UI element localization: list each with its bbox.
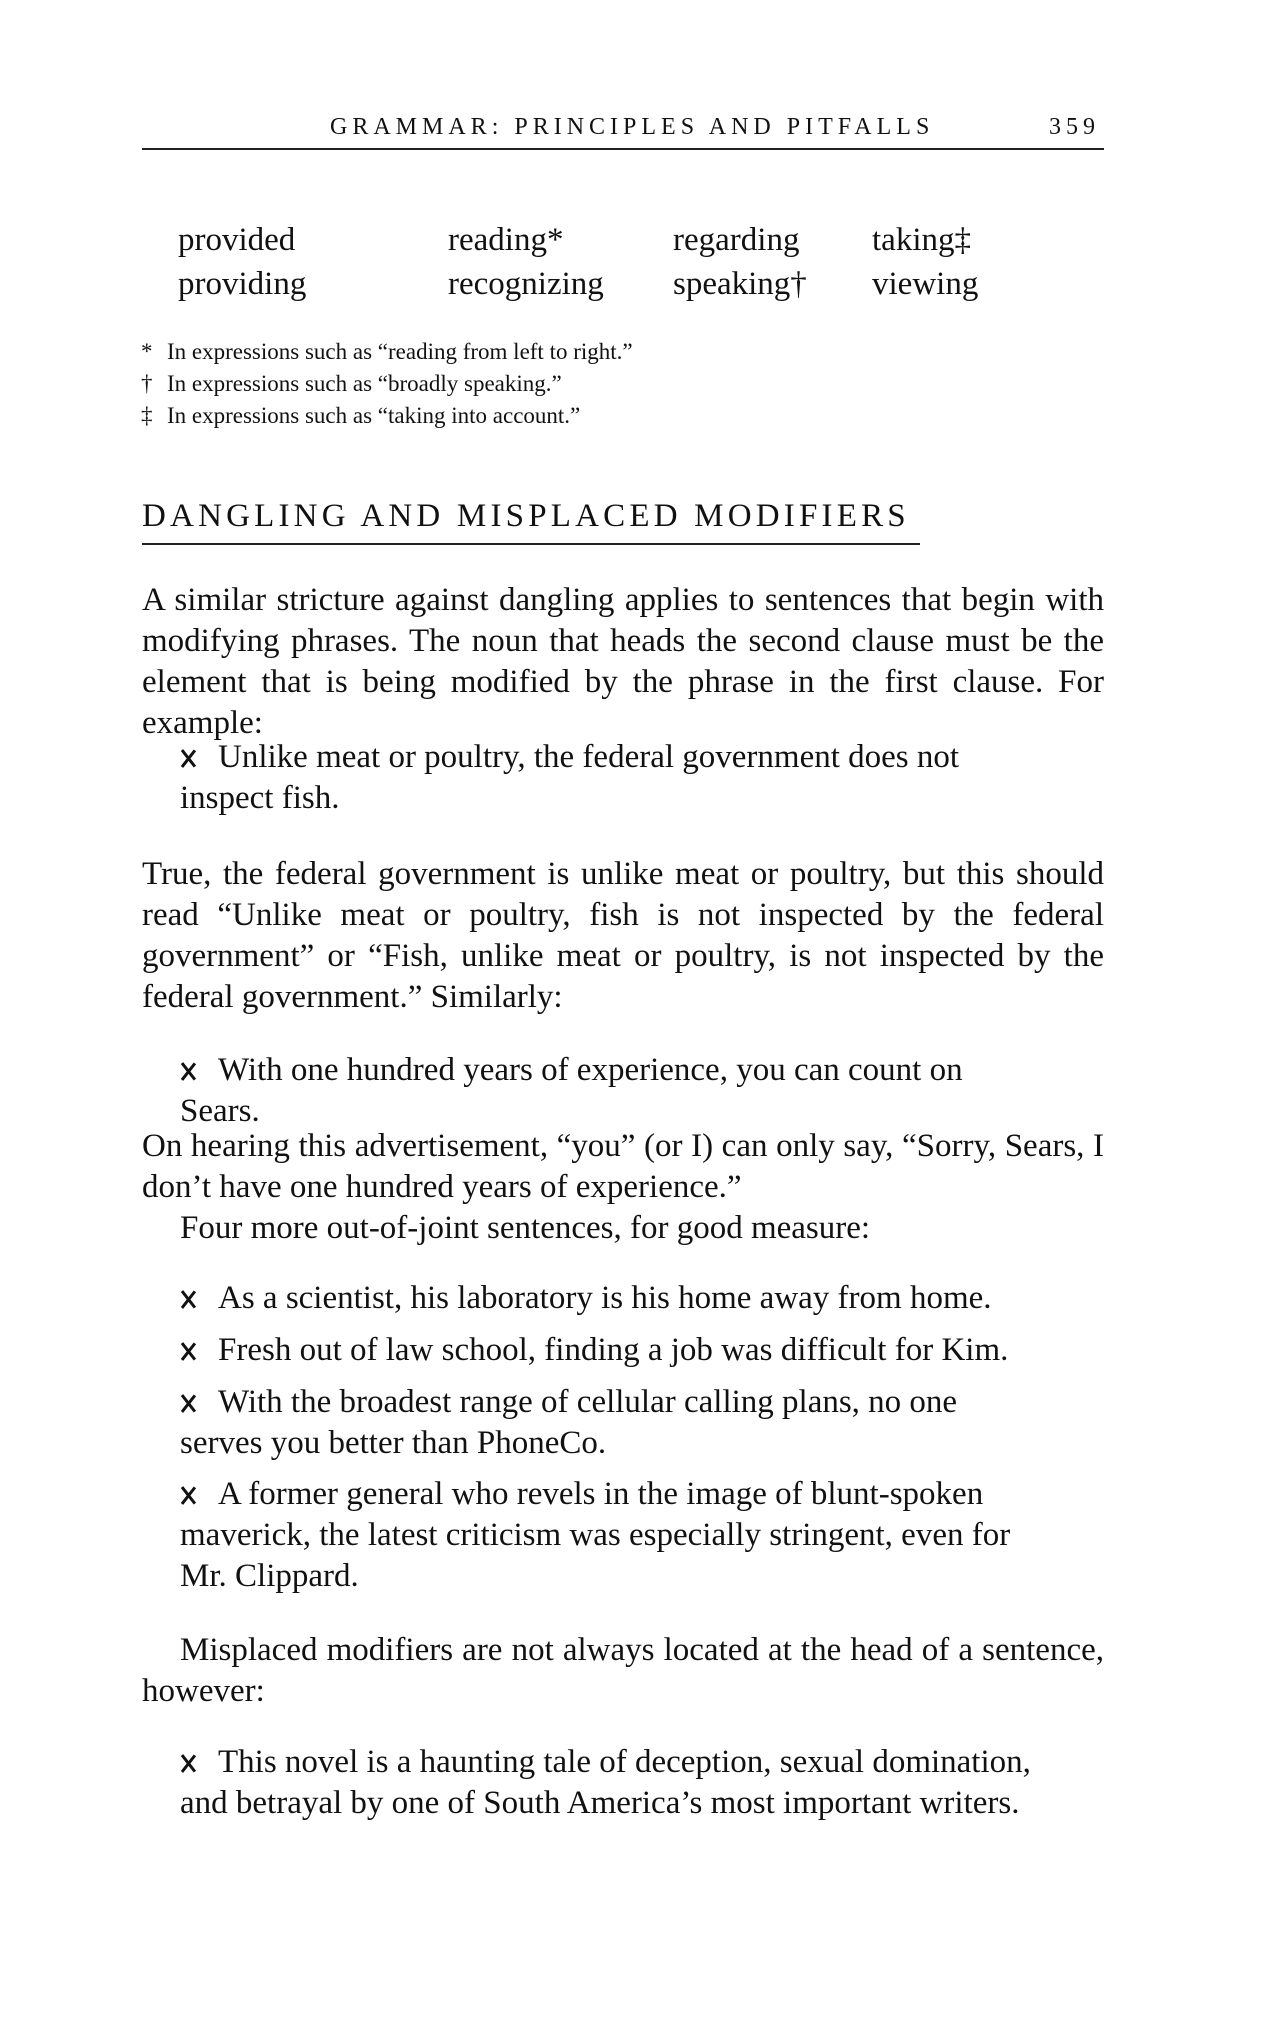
cross-mark-icon (180, 1754, 196, 1772)
word-row (178, 222, 1078, 266)
example-text: A former general who revels in the image of blunt-spoken maverick, the latest criticism was especially stringent, even for Mr. Clippard. (180, 1476, 1011, 1594)
body-paragraph: True, the federal government is unlike meat or poultry, but this should read “Unlike meat or poultry, fish is not inspected by the federal government” or “Fish, unlike meat or poultry, is not inspected by the federal government.” Similarly: (142, 856, 1104, 1015)
footnote-mark: * (141, 339, 153, 364)
cross-mark-icon (180, 1062, 196, 1080)
word-cell: recognizing (448, 266, 604, 302)
example-sentence (180, 1050, 1040, 1132)
word-cell: viewing (872, 266, 979, 302)
word-cell: regarding (673, 222, 800, 258)
example-text: As a scientist, his laboratory is his home away from home. (218, 1280, 992, 1316)
example-sentence (180, 1330, 1040, 1371)
example-text: With one hundred years of experience, you can count on Sears. (180, 1052, 963, 1129)
cross-mark-icon (180, 749, 196, 767)
example-sentence (180, 1742, 1040, 1824)
example-sentence (180, 1278, 1040, 1319)
word-cell: speaking† (673, 266, 807, 302)
cross-mark-icon (180, 1486, 196, 1504)
page-number: 359 (1049, 114, 1100, 140)
example-text: Unlike meat or poultry, the federal government does not inspect fish. (180, 739, 960, 816)
word-cell: providing (178, 266, 307, 302)
footnote-text: In expressions such as “broadly speaking.” (167, 371, 562, 396)
running-title: GRAMMAR: PRINCIPLES AND PITFALLS (330, 114, 935, 140)
footnote-text: In expressions such as “taking into account.” (167, 403, 581, 428)
footnote-mark: † (141, 371, 153, 396)
word-cell: taking‡ (872, 222, 971, 258)
word-row (178, 266, 1078, 310)
cross-mark-icon (180, 1342, 196, 1360)
cross-mark-icon (180, 1290, 196, 1308)
example-text: Fresh out of law school, finding a job was difficult for Kim. (218, 1332, 1009, 1368)
section-heading: DANGLING AND MISPLACED MODIFIERS (142, 498, 920, 545)
footnotes (141, 336, 941, 432)
footnote-mark: ‡ (141, 403, 153, 428)
example-sentence (180, 1474, 1040, 1597)
example-text: With the broadest range of cellular calling plans, no one serves you better than PhoneCo. (180, 1384, 958, 1461)
example-sentence (180, 1382, 1040, 1464)
footnote (141, 368, 941, 400)
footnote (141, 400, 941, 432)
example-text: This novel is a haunting tale of deception, sexual domination, and betrayal by one of South America’s most important writers. (180, 1744, 1031, 1821)
body-paragraph: A similar stricture against dangling applies to sentences that begin with modifying phrases. The noun that heads the second clause must be the element that is being modified by the phrase in the first clause. For example: (142, 582, 1104, 741)
body-paragraph: Misplaced modifiers are not always located at the head of a sentence, however: (142, 1632, 1104, 1709)
body-paragraph: Four more out-of-joint sentences, for good measure: (180, 1210, 871, 1246)
footnote-text: In expressions such as “reading from left to right.” (167, 339, 633, 364)
running-header (142, 108, 1104, 150)
cross-mark-icon (180, 1394, 196, 1412)
body-paragraph: On hearing this advertisement, “you” (or I) can only say, “Sorry, Sears, I don’t have one hundred years of experience.” (142, 1128, 1104, 1205)
footnote (141, 336, 941, 368)
example-sentence (180, 737, 1040, 819)
word-grid (178, 222, 1078, 310)
word-cell: reading* (448, 222, 564, 258)
word-cell: provided (178, 222, 296, 258)
